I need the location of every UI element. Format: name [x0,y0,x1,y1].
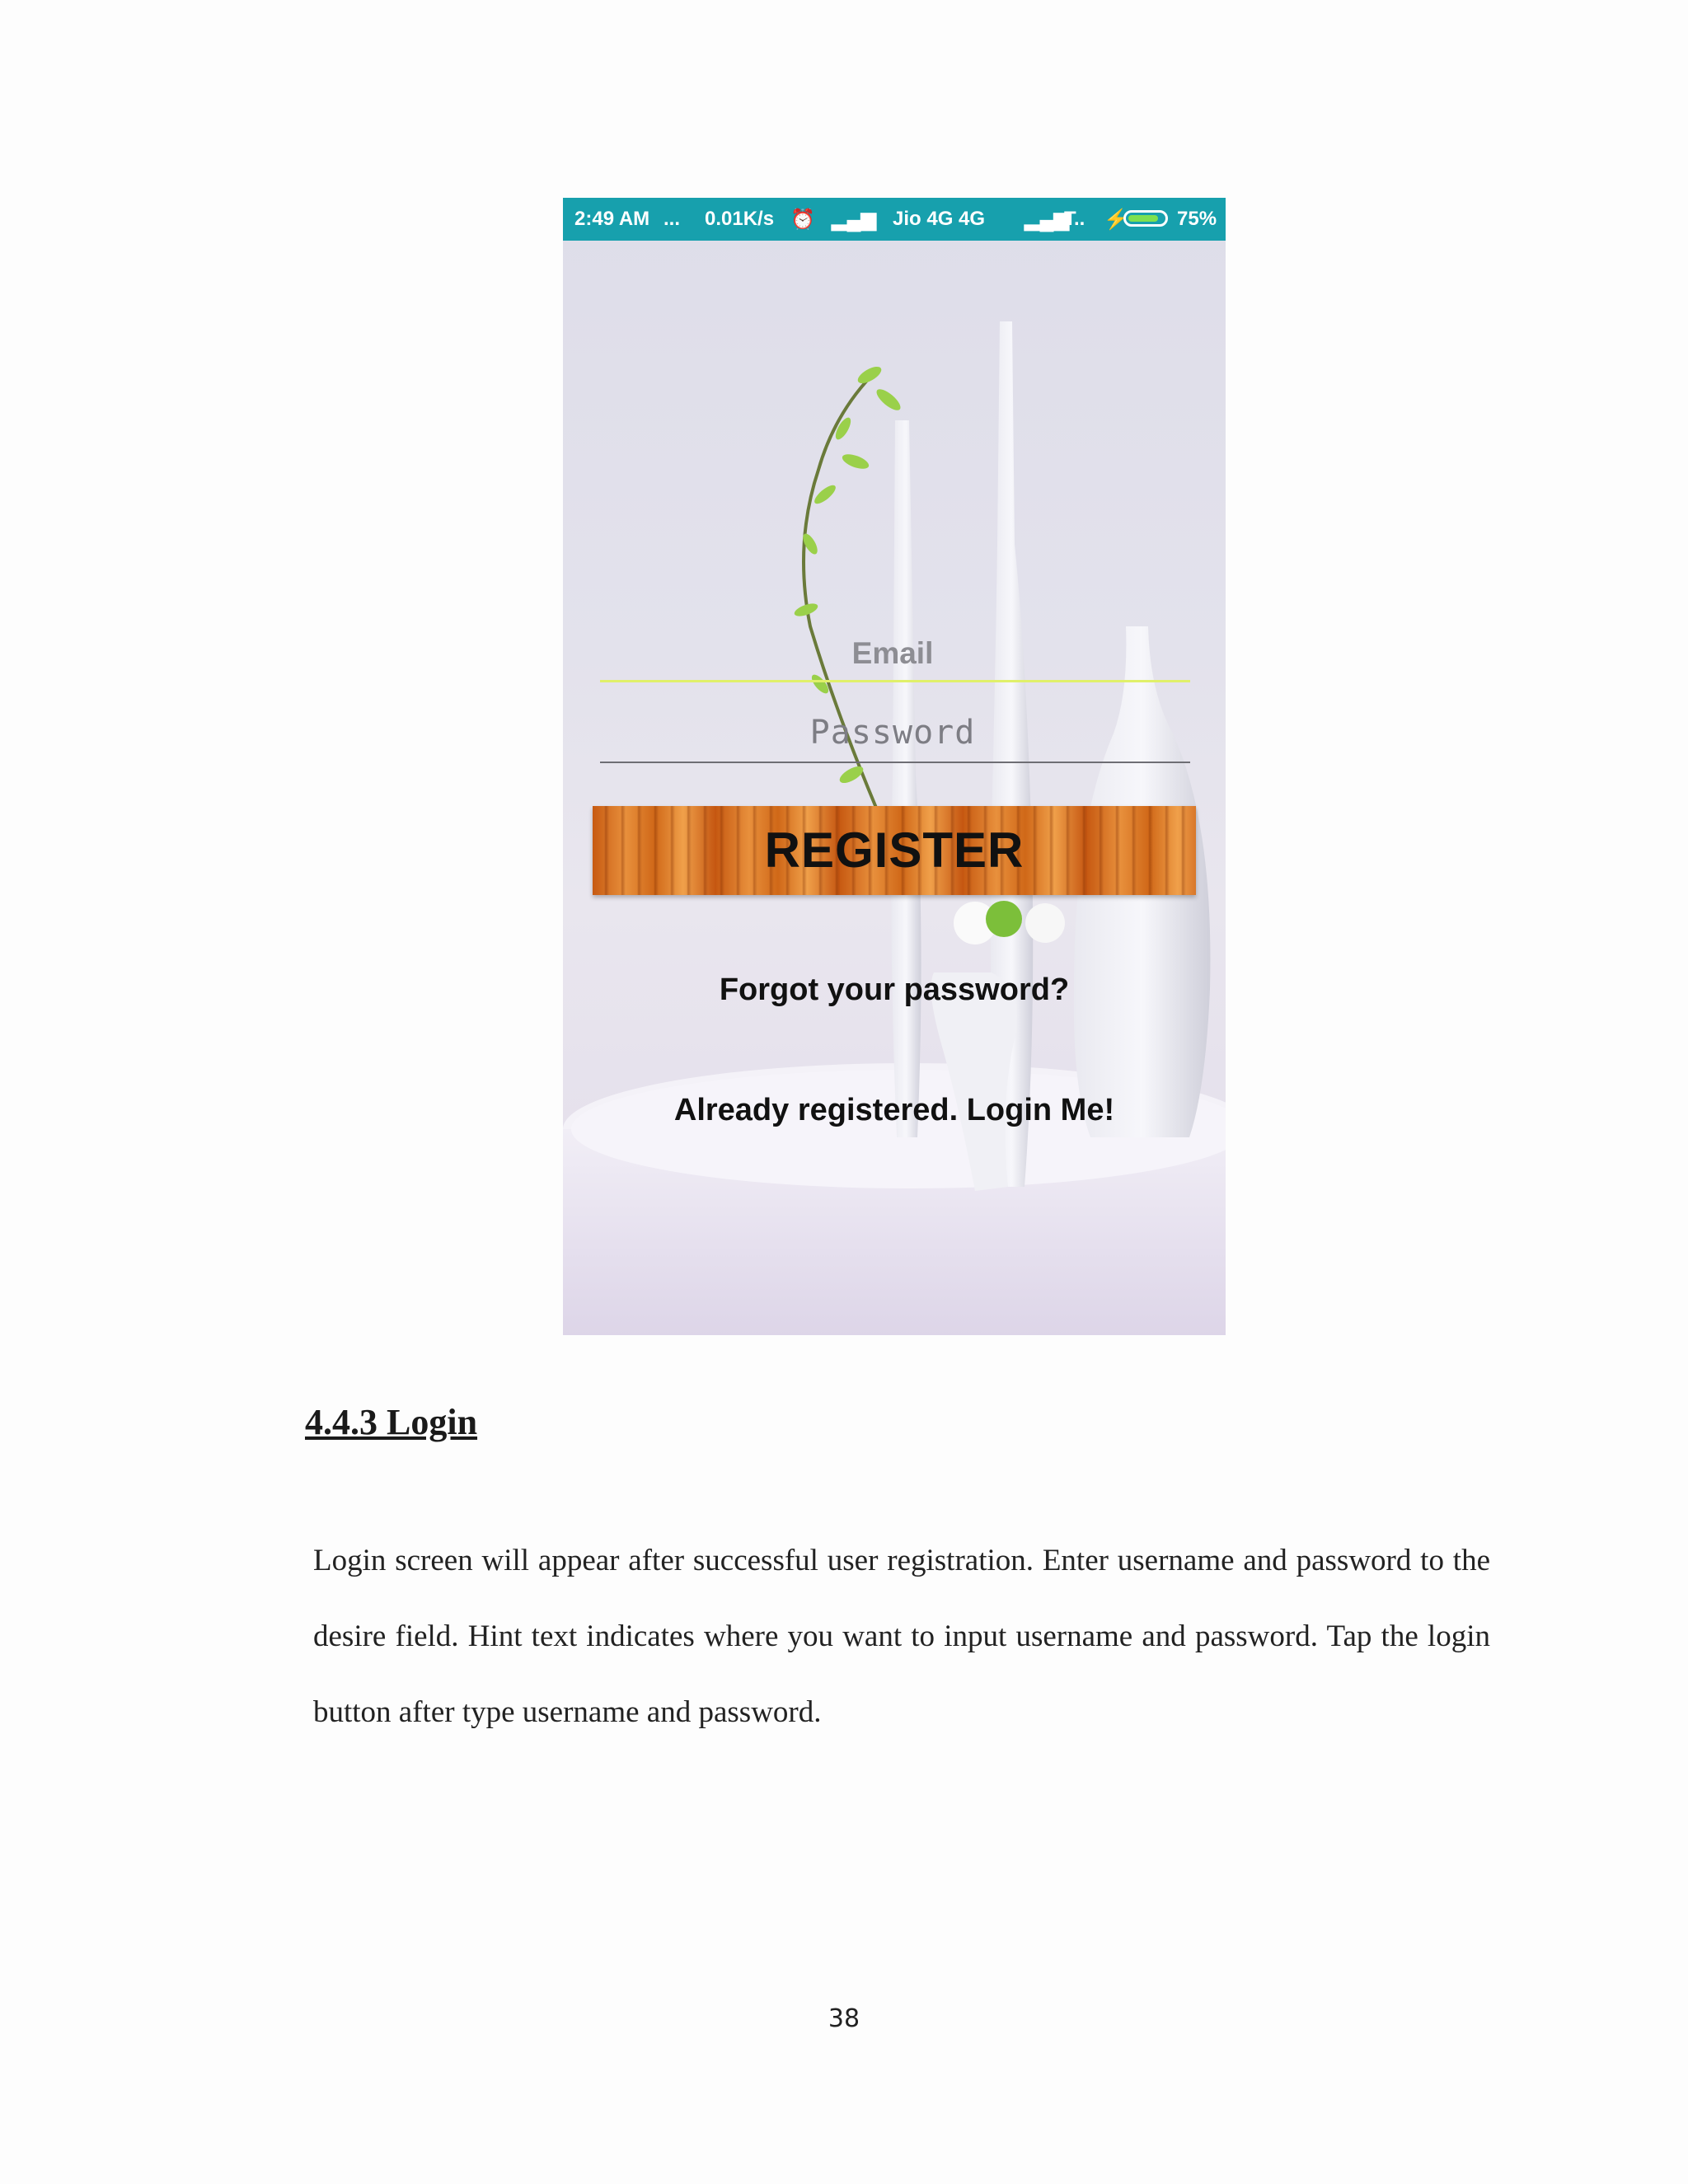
page-number: 38 [828,2004,860,2033]
status-time: 2:49 AM [574,208,650,230]
status-carrier: Jio 4G 4G [893,208,986,230]
section-paragraph: Login screen will appear after successful user registration. Enter username and password to the desire field. Hint text indicates where you want to input username and password. Tap the login button after type username and password. [313,1544,1490,1729]
alarm-icon: ⏰ [790,209,815,231]
password-input[interactable]: Password [809,714,976,752]
email-input[interactable]: Email [851,636,934,670]
status-network-speed: 0.01K/s [705,208,775,230]
status-carrier-2: T.. [1064,208,1085,230]
app-screenshot [563,198,1226,1335]
status-bar [563,198,1226,241]
vase-background-image [563,198,1226,1335]
signal-icon: ▂▄▆ [832,209,876,231]
signal-icon-2: ▂▄▆ [1025,209,1069,231]
login-link[interactable]: Already registered. Login Me! [673,1093,1115,1127]
charging-icon: ⚡ [1104,209,1128,231]
register-button[interactable]: REGISTER [593,806,1196,895]
forgot-password-link[interactable]: Forgot your password? [719,972,1070,1007]
battery-icon [1123,210,1168,227]
section-heading: 4.4.3 Login [305,1402,478,1442]
password-underline [600,762,1190,763]
email-underline [600,680,1190,682]
status-dots: ... [663,208,681,230]
status-battery: 75% [1177,208,1217,230]
